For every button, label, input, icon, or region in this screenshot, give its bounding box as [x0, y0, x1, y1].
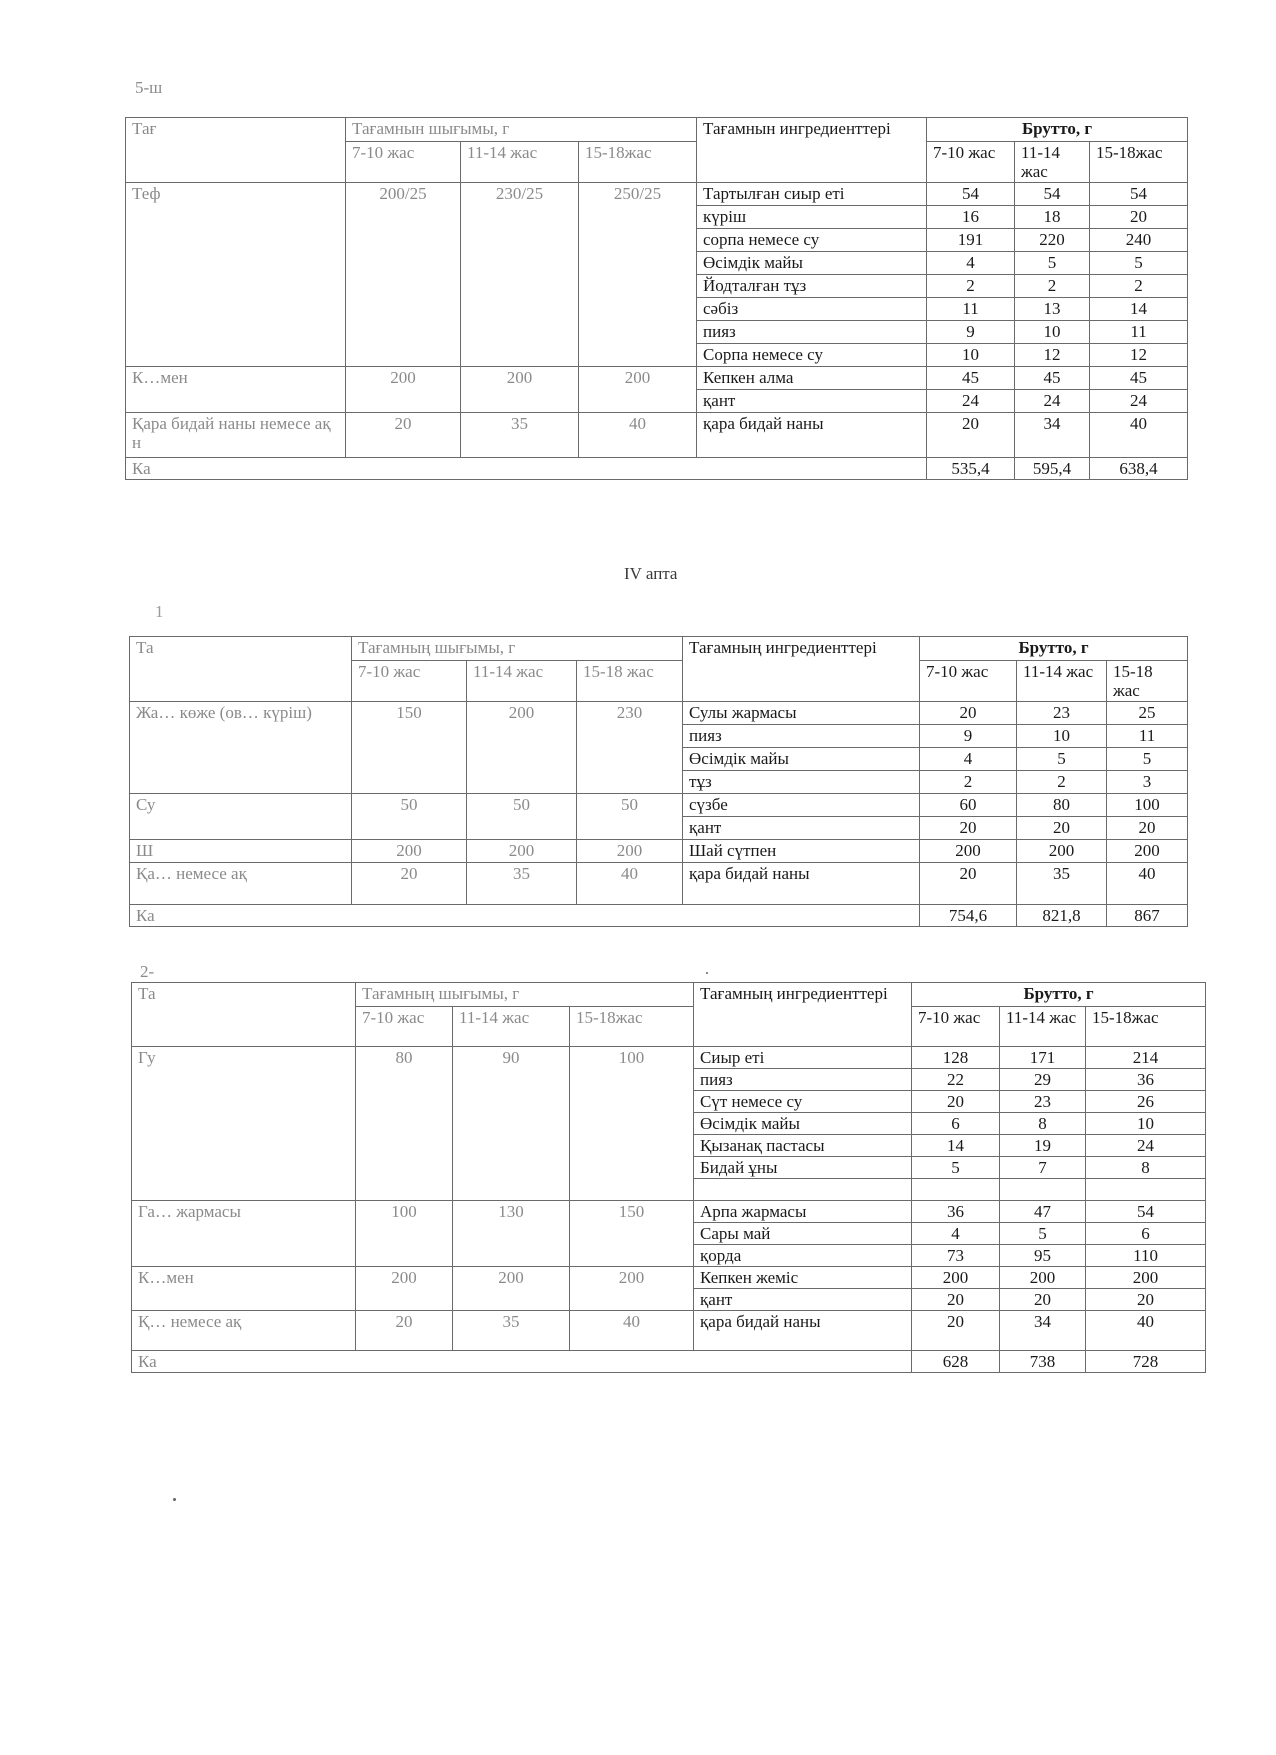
- yield-age-header: 15-18жас: [579, 142, 697, 183]
- table-row: [132, 1267, 1206, 1289]
- brutto-value: 20: [1107, 817, 1188, 840]
- brutto-value: 20: [920, 702, 1017, 725]
- brutto-value: 24: [1015, 390, 1090, 413]
- brutto-value: 5: [1015, 252, 1090, 275]
- total-value: 867: [1107, 905, 1188, 927]
- brutto-value: 45: [927, 367, 1015, 390]
- section3-table: [131, 982, 1206, 1373]
- table-row: [126, 413, 1188, 458]
- brutto-value: 16: [927, 206, 1015, 229]
- brutto-value: 14: [1090, 298, 1188, 321]
- brutto-value: 3: [1107, 771, 1188, 794]
- col-yield-header: Тағамның шығымы, г: [356, 983, 694, 1007]
- ingredient-name: Сулы жармасы: [683, 702, 920, 725]
- col-ingredients-header: Тағамның ингредиенттері: [683, 637, 920, 702]
- brutto-value: 45: [1015, 367, 1090, 390]
- ingredient-name: Өсімдік майы: [683, 748, 920, 771]
- brutto-value: 73: [912, 1245, 1000, 1267]
- yield-age-header: 7-10 жас: [352, 661, 467, 702]
- dish-name: Га… жармасы: [132, 1201, 356, 1267]
- dish-yield: 230/25: [461, 183, 579, 367]
- ingredient-name: сәбіз: [697, 298, 927, 321]
- dish-yield: 200/25: [346, 183, 461, 367]
- ingredient-name: сорпа немесе су: [697, 229, 927, 252]
- brutto-value: 11: [1107, 725, 1188, 748]
- ingredient-name: Сары май: [694, 1223, 912, 1245]
- ingredient-name: Өсімдік майы: [697, 252, 927, 275]
- brutto-value: [1000, 1179, 1086, 1201]
- brutto-value: 6: [912, 1113, 1000, 1135]
- brutto-value: 110: [1086, 1245, 1206, 1267]
- scan-speck: [173, 1498, 176, 1501]
- total-value: 738: [1000, 1351, 1086, 1373]
- col-brutto-header: Брутто, г: [920, 637, 1188, 661]
- brutto-value: 95: [1000, 1245, 1086, 1267]
- brutto-value: 5: [1017, 748, 1107, 771]
- dish-yield: 130: [453, 1201, 570, 1267]
- dish-yield: 50: [467, 794, 577, 840]
- ingredient-name: қорда: [694, 1245, 912, 1267]
- brutto-value: 20: [1000, 1289, 1086, 1311]
- table-row: [132, 1047, 1206, 1069]
- brutto-value: 12: [1090, 344, 1188, 367]
- dish-yield: 200: [461, 367, 579, 413]
- dish-yield: 20: [352, 863, 467, 905]
- dish-name: К…мен: [132, 1267, 356, 1311]
- ingredient-name: қара бидай наны: [683, 863, 920, 905]
- brutto-age-header: 7-10 жас: [927, 142, 1015, 183]
- dish-name: К…мен: [126, 367, 346, 413]
- brutto-value: 10: [927, 344, 1015, 367]
- ingredient-name: Шай сүтпен: [683, 840, 920, 863]
- brutto-value: 2: [1017, 771, 1107, 794]
- brutto-value: 8: [1000, 1113, 1086, 1135]
- brutto-value: 2: [1090, 275, 1188, 298]
- total-value: 821,8: [1017, 905, 1107, 927]
- brutto-age-header: 7-10 жас: [912, 1007, 1000, 1047]
- brutto-value: 36: [912, 1201, 1000, 1223]
- col-dish-header: Та: [130, 637, 352, 702]
- brutto-value: 6: [1086, 1223, 1206, 1245]
- dish-yield: 80: [356, 1047, 453, 1201]
- brutto-age-header: 15-18жас: [1090, 142, 1188, 183]
- section1-heading: 5-ш: [135, 78, 163, 97]
- brutto-age-header: 11-14 жас: [1000, 1007, 1086, 1047]
- brutto-value: 10: [1086, 1113, 1206, 1135]
- total-value: 638,4: [1090, 458, 1188, 480]
- total-value: 595,4: [1015, 458, 1090, 480]
- total-value: 754,6: [920, 905, 1017, 927]
- brutto-value: 10: [1017, 725, 1107, 748]
- brutto-value: 5: [1090, 252, 1188, 275]
- brutto-age-header: 7-10 жас: [920, 661, 1017, 702]
- dish-yield: 200: [346, 367, 461, 413]
- brutto-value: 200: [1086, 1267, 1206, 1289]
- ingredient-name: Бидай ұны: [694, 1157, 912, 1179]
- section2-heading: 1: [155, 602, 164, 621]
- brutto-value: 20: [912, 1311, 1000, 1351]
- dish-yield: 20: [346, 413, 461, 458]
- brutto-value: 14: [912, 1135, 1000, 1157]
- ingredient-name: Сиыр еті: [694, 1047, 912, 1069]
- brutto-value: 19: [1000, 1135, 1086, 1157]
- dish-yield: 40: [579, 413, 697, 458]
- col-dish-header: Тағ: [126, 118, 346, 183]
- ingredient-name: Йодталған тұз: [697, 275, 927, 298]
- ingredient-name: Кепкен алма: [697, 367, 927, 390]
- dish-yield: 35: [467, 863, 577, 905]
- brutto-value: 40: [1090, 413, 1188, 458]
- brutto-value: 20: [912, 1289, 1000, 1311]
- dish-name: Қара бидай наны немесе ақ н: [126, 413, 346, 458]
- dish-name: Су: [130, 794, 352, 840]
- ingredient-name: қант: [683, 817, 920, 840]
- table-row: [130, 794, 1188, 817]
- ingredient-name: пияз: [683, 725, 920, 748]
- brutto-value: 12: [1015, 344, 1090, 367]
- total-row: [126, 458, 1188, 480]
- brutto-value: 20: [912, 1091, 1000, 1113]
- brutto-value: 18: [1015, 206, 1090, 229]
- table-row: [130, 702, 1188, 725]
- brutto-value: [1086, 1179, 1206, 1201]
- brutto-value: 200: [1107, 840, 1188, 863]
- brutto-value: 60: [920, 794, 1017, 817]
- dish-yield: 200: [453, 1267, 570, 1311]
- table-row: [126, 183, 1188, 206]
- table-row: [132, 1201, 1206, 1223]
- yield-age-header: 7-10 жас: [346, 142, 461, 183]
- dish-yield: 200: [467, 840, 577, 863]
- section1-table: [125, 117, 1188, 480]
- total-value: 728: [1086, 1351, 1206, 1373]
- brutto-value: 45: [1090, 367, 1188, 390]
- dish-yield: 200: [356, 1267, 453, 1311]
- brutto-value: 200: [920, 840, 1017, 863]
- brutto-value: 24: [927, 390, 1015, 413]
- dish-yield: 200: [352, 840, 467, 863]
- brutto-value: 26: [1086, 1091, 1206, 1113]
- week-title: IV апта: [624, 564, 678, 583]
- dish-yield: 200: [577, 840, 683, 863]
- brutto-value: 2: [1015, 275, 1090, 298]
- dish-yield: 250/25: [579, 183, 697, 367]
- dish-name: Теф: [126, 183, 346, 367]
- table-row: [130, 840, 1188, 863]
- ingredient-name: Қызанақ пастасы: [694, 1135, 912, 1157]
- dish-yield: 40: [577, 863, 683, 905]
- dish-name: Жа… көже (ов… күріш): [130, 702, 352, 794]
- col-yield-header: Тағамнын шығымы, г: [346, 118, 697, 142]
- total-label: Ка: [132, 1351, 912, 1373]
- dish-name: Ш: [130, 840, 352, 863]
- brutto-value: 20: [1086, 1289, 1206, 1311]
- brutto-value: 47: [1000, 1201, 1086, 1223]
- ingredient-name: қант: [694, 1289, 912, 1311]
- brutto-value: 13: [1015, 298, 1090, 321]
- total-value: 535,4: [927, 458, 1015, 480]
- brutto-value: 80: [1017, 794, 1107, 817]
- brutto-value: 34: [1000, 1311, 1086, 1351]
- ingredient-name: қара бидай наны: [694, 1311, 912, 1351]
- brutto-value: 54: [1015, 183, 1090, 206]
- ingredient-name: қара бидай наны: [697, 413, 927, 458]
- yield-age-header: 11-14 жас: [461, 142, 579, 183]
- header-row: [126, 118, 1188, 142]
- dish-yield: 35: [461, 413, 579, 458]
- total-row: [132, 1351, 1206, 1373]
- dish-name: Қ… немесе ақ: [132, 1311, 356, 1351]
- yield-age-header: 15-18жас: [570, 1007, 694, 1047]
- brutto-value: 4: [912, 1223, 1000, 1245]
- brutto-value: 9: [920, 725, 1017, 748]
- brutto-value: 200: [1017, 840, 1107, 863]
- dish-name: Қа… немесе ақ: [130, 863, 352, 905]
- ingredient-name: Сорпа немесе су: [697, 344, 927, 367]
- brutto-value: 7: [1000, 1157, 1086, 1179]
- ingredient-name: Сүт немесе су: [694, 1091, 912, 1113]
- dish-name: Гу: [132, 1047, 356, 1201]
- brutto-value: 29: [1000, 1069, 1086, 1091]
- ingredient-name: пияз: [697, 321, 927, 344]
- dish-yield: 200: [467, 702, 577, 794]
- dish-yield: 35: [453, 1311, 570, 1351]
- scan-speck: [706, 972, 708, 974]
- yield-age-header: 11-14 жас: [453, 1007, 570, 1047]
- brutto-value: 11: [1090, 321, 1188, 344]
- brutto-value: 171: [1000, 1047, 1086, 1069]
- dish-yield: 150: [352, 702, 467, 794]
- brutto-value: 214: [1086, 1047, 1206, 1069]
- brutto-value: 20: [927, 413, 1015, 458]
- total-label: Ка: [130, 905, 920, 927]
- brutto-age-header: 11-14 жас: [1015, 142, 1090, 183]
- brutto-value: 20: [1017, 817, 1107, 840]
- brutto-value: 4: [920, 748, 1017, 771]
- dish-yield: 50: [352, 794, 467, 840]
- col-yield-header: Тағамның шығымы, г: [352, 637, 683, 661]
- dish-yield: 100: [570, 1047, 694, 1201]
- brutto-value: 200: [1000, 1267, 1086, 1289]
- ingredient-name: сүзбе: [683, 794, 920, 817]
- brutto-value: 240: [1090, 229, 1188, 252]
- brutto-value: 5: [1000, 1223, 1086, 1245]
- table-row: [126, 367, 1188, 390]
- col-dish-header: Та: [132, 983, 356, 1047]
- brutto-value: 24: [1090, 390, 1188, 413]
- brutto-value: 100: [1107, 794, 1188, 817]
- header-row: [132, 983, 1206, 1007]
- dish-yield: 50: [577, 794, 683, 840]
- total-row: [130, 905, 1188, 927]
- brutto-value: 40: [1086, 1311, 1206, 1351]
- total-value: 628: [912, 1351, 1000, 1373]
- brutto-value: 36: [1086, 1069, 1206, 1091]
- brutto-value: [912, 1179, 1000, 1201]
- brutto-value: 200: [912, 1267, 1000, 1289]
- header-row: [130, 637, 1188, 661]
- brutto-value: 24: [1086, 1135, 1206, 1157]
- yield-age-header: 11-14 жас: [467, 661, 577, 702]
- dish-yield: 230: [577, 702, 683, 794]
- ingredient-name: Арпа жармасы: [694, 1201, 912, 1223]
- dish-yield: 100: [356, 1201, 453, 1267]
- ingredient-name: тұз: [683, 771, 920, 794]
- brutto-value: 23: [1017, 702, 1107, 725]
- section3-heading: 2-: [140, 962, 155, 981]
- table-row: [132, 1311, 1206, 1351]
- yield-age-header: 15-18 жас: [577, 661, 683, 702]
- brutto-value: 8: [1086, 1157, 1206, 1179]
- brutto-value: 20: [920, 817, 1017, 840]
- brutto-age-header: 15-18 жас: [1107, 661, 1188, 702]
- col-brutto-header: Брутто, г: [912, 983, 1206, 1007]
- brutto-value: 5: [912, 1157, 1000, 1179]
- total-label: Ка: [126, 458, 927, 480]
- dish-yield: 200: [579, 367, 697, 413]
- ingredient-name: қант: [697, 390, 927, 413]
- brutto-value: 54: [927, 183, 1015, 206]
- ingredient-name: Өсімдік майы: [694, 1113, 912, 1135]
- brutto-value: 11: [927, 298, 1015, 321]
- brutto-value: 20: [1090, 206, 1188, 229]
- brutto-value: 220: [1015, 229, 1090, 252]
- brutto-value: 20: [920, 863, 1017, 905]
- brutto-value: 128: [912, 1047, 1000, 1069]
- brutto-value: 4: [927, 252, 1015, 275]
- ingredient-name: Кепкен жеміс: [694, 1267, 912, 1289]
- ingredient-name: [694, 1179, 912, 1201]
- col-ingredients-header: Тағамның ингредиенттері: [694, 983, 912, 1047]
- dish-yield: 90: [453, 1047, 570, 1201]
- brutto-age-header: 15-18жас: [1086, 1007, 1206, 1047]
- brutto-value: 35: [1017, 863, 1107, 905]
- table-row: [130, 863, 1188, 905]
- dish-yield: 20: [356, 1311, 453, 1351]
- dish-yield: 40: [570, 1311, 694, 1351]
- brutto-value: 10: [1015, 321, 1090, 344]
- brutto-value: 9: [927, 321, 1015, 344]
- dish-yield: 200: [570, 1267, 694, 1311]
- section2-table: [129, 636, 1188, 927]
- brutto-value: 23: [1000, 1091, 1086, 1113]
- ingredient-name: пияз: [694, 1069, 912, 1091]
- brutto-value: 191: [927, 229, 1015, 252]
- col-ingredients-header: Тағамнын ингредиенттері: [697, 118, 927, 183]
- brutto-value: 54: [1086, 1201, 1206, 1223]
- brutto-value: 2: [920, 771, 1017, 794]
- brutto-value: 2: [927, 275, 1015, 298]
- brutto-value: 22: [912, 1069, 1000, 1091]
- yield-age-header: 7-10 жас: [356, 1007, 453, 1047]
- ingredient-name: Тартылған сиыр еті: [697, 183, 927, 206]
- col-brutto-header: Брутто, г: [927, 118, 1188, 142]
- brutto-value: 54: [1090, 183, 1188, 206]
- ingredient-name: күріш: [697, 206, 927, 229]
- brutto-value: 5: [1107, 748, 1188, 771]
- brutto-age-header: 11-14 жас: [1017, 661, 1107, 702]
- brutto-value: 40: [1107, 863, 1188, 905]
- brutto-value: 34: [1015, 413, 1090, 458]
- brutto-value: 25: [1107, 702, 1188, 725]
- dish-yield: 150: [570, 1201, 694, 1267]
